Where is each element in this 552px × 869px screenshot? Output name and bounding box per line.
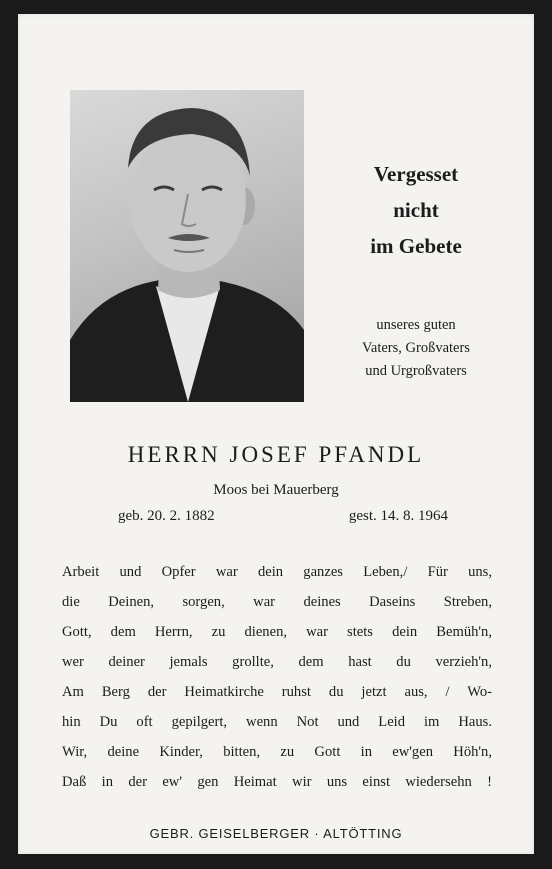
death-date: gest. 14. 8. 1964 (348, 508, 448, 524)
poem-line: Wir, deine Kinder, bitten, zu Gott in ew'gen Höh'n, (62, 744, 492, 760)
poem-line: Arbeit und Opfer war dein ganzes Leben,/ Für uns, (62, 564, 492, 580)
heading (318, 156, 514, 264)
poem-line: wer deiner jemals grollte, dem hast du verzieh'n, (62, 654, 492, 670)
poem-line: Daß in der ew' gen Heimat wir uns einst wiedersehn ! (62, 774, 492, 790)
poem (62, 557, 492, 797)
place: Moos bei Mauerberg (213, 482, 339, 498)
subheading-line: und Urgroßvaters (365, 363, 467, 379)
subheading (318, 314, 514, 383)
memorial-card (18, 14, 534, 854)
subheading-line: Vaters, Großvaters (362, 340, 470, 356)
poem-line: Am Berg der Heimatkirche ruhst du jetzt aus, / Wo- (62, 684, 492, 700)
poem-line: hin Du oft gepilgert, wenn Not und Leid im Haus. (62, 714, 492, 730)
portrait-photo (70, 90, 304, 402)
heading-line: im Gebete (370, 234, 462, 258)
dates (118, 508, 448, 525)
poem-line: die Deinen, sorgen, war deines Daseins Streben, (62, 594, 492, 610)
heading-line: nicht (393, 198, 439, 222)
portrait-illustration (70, 90, 304, 402)
subheading-line: unseres guten (376, 317, 456, 333)
poem-line: Gott, dem Herrn, zu dienen, war stets dein Bemüh'n, (62, 624, 492, 640)
birth-date: geb. 20. 2. 1882 (118, 508, 215, 524)
printer-credit: GEBR. GEISELBERGER · ALTÖTTING (149, 826, 403, 841)
heading-line: Vergesset (373, 162, 459, 186)
deceased-name: HERRN JOSEF PFANDL (127, 442, 425, 467)
